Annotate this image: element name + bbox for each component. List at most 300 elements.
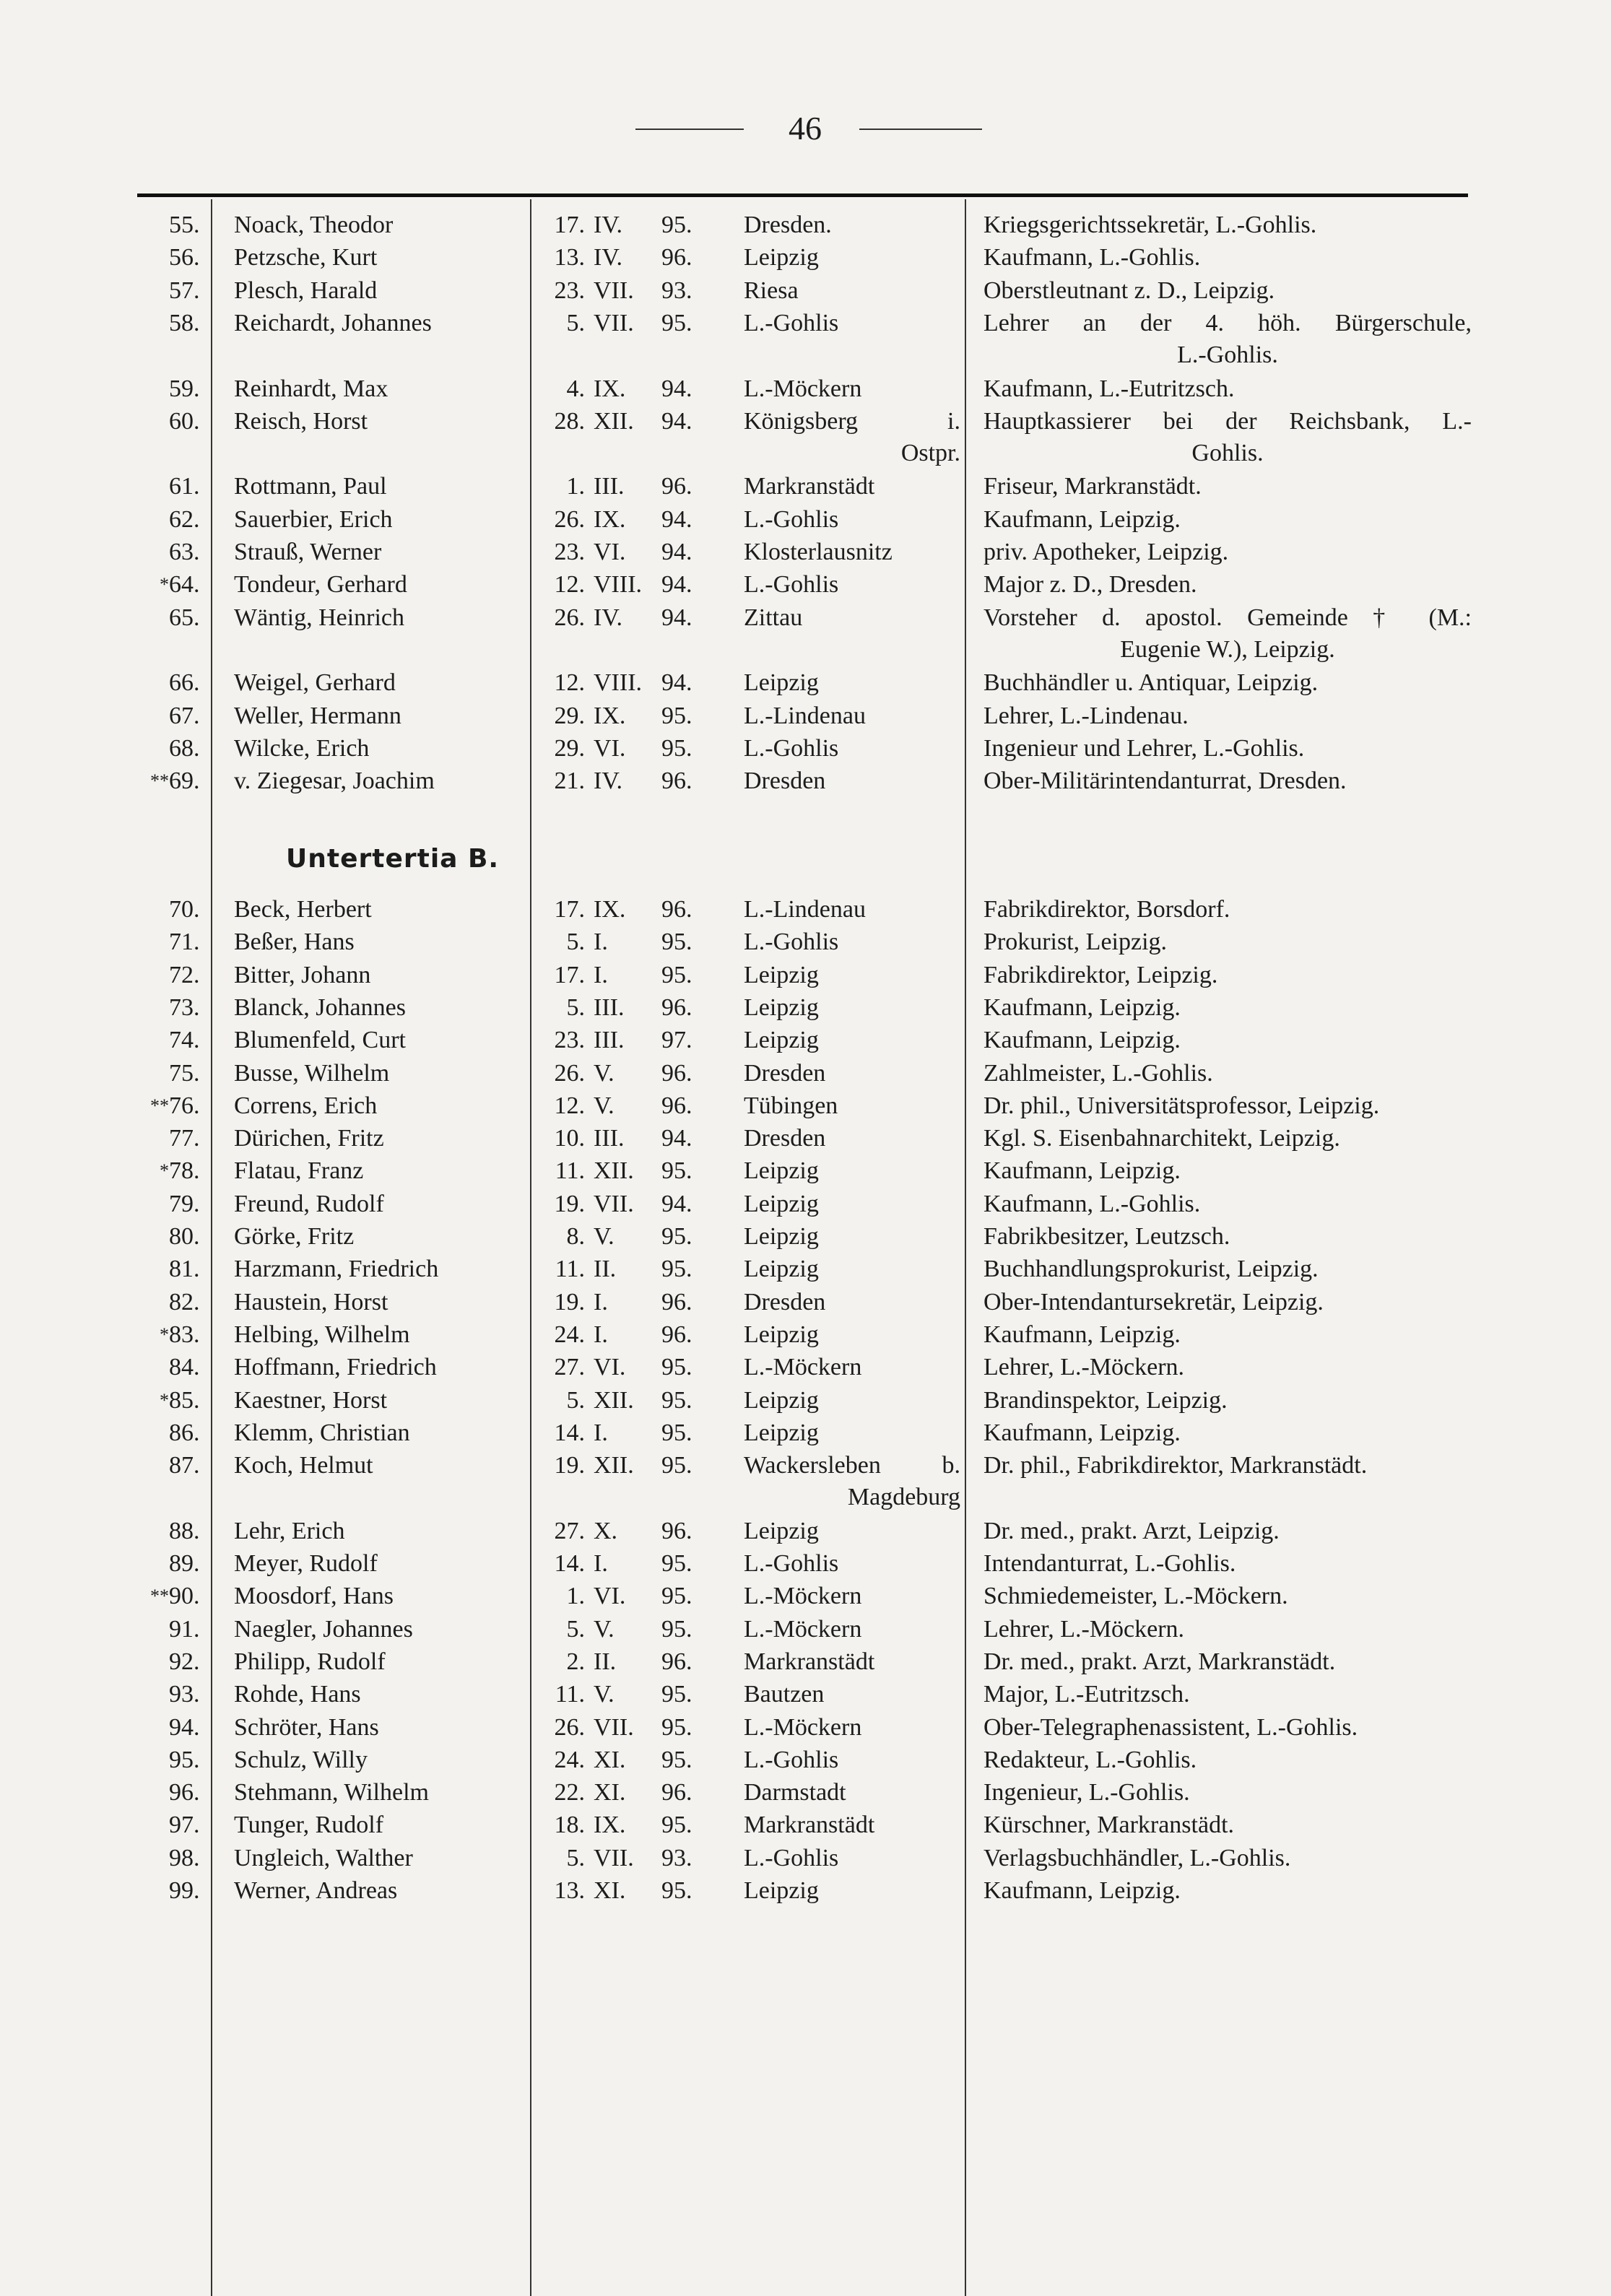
table-row (0, 504, 1611, 536)
birth-day: 12. (554, 571, 585, 599)
entry-name: Beck, Herbert (234, 896, 372, 923)
entry-number: 91. (169, 1615, 200, 1643)
birth-place (744, 1352, 960, 1383)
parent-profession-line: Kgl. S. Eisenbahnarchitekt, Leipzig. (983, 1125, 1340, 1152)
table-row (0, 1188, 1611, 1220)
birth-year: 94. (661, 1190, 692, 1217)
entry-mark: * (160, 1323, 169, 1345)
birth-place-line: L.-Gohlis (744, 1746, 839, 1773)
table-row (0, 602, 1611, 666)
birth-month: IV. (594, 212, 622, 238)
entry-name: Haustein, Horst (234, 1288, 388, 1316)
birth-day: 26. (554, 1059, 585, 1087)
birth-year: 95. (661, 1877, 692, 1904)
birth-year: 95. (661, 1386, 692, 1414)
parent-profession (983, 1287, 1472, 1318)
birth-place (744, 602, 960, 634)
birth-month: VII. (594, 309, 634, 336)
birth-place (744, 1417, 960, 1449)
birth-year: 96. (661, 1648, 692, 1675)
table-row (0, 1450, 1611, 1513)
entry-number: 73. (169, 993, 200, 1021)
entry-name: Helbing, Wilhelm (234, 1321, 410, 1348)
birth-month: III. (594, 993, 625, 1021)
parent-profession (983, 1123, 1472, 1154)
birth-place (744, 1580, 960, 1612)
birth-year: 96. (661, 1779, 692, 1806)
entry-name: Sauerbier, Erich (234, 505, 393, 533)
parent-profession (983, 1614, 1472, 1645)
birth-place-line: Markranstädt (744, 1648, 875, 1675)
birth-place (744, 733, 960, 765)
birth-place (744, 1646, 960, 1678)
birth-day: 5. (566, 309, 585, 336)
birth-month: XII. (594, 1452, 634, 1479)
parent-profession-line: Prokurist, Leipzig. (983, 929, 1168, 956)
entry-number: 67. (169, 702, 200, 729)
entry-name: Moosdorf, Hans (234, 1583, 394, 1610)
entry-name: Klemm, Christian (234, 1419, 410, 1446)
parent-profession-line: Hauptkassierer bei der Reichsbank, L.- (983, 407, 1472, 435)
birth-month: XII. (594, 407, 634, 435)
table-row (0, 1025, 1611, 1056)
parent-profession (983, 1058, 1472, 1090)
birth-month: III. (594, 1027, 625, 1054)
table-row (0, 1221, 1611, 1253)
birth-day: 12. (554, 1092, 585, 1119)
parent-profession-line: Kaufmann, L.-Gohlis. (983, 1190, 1201, 1217)
birth-place (744, 536, 960, 568)
birth-place (744, 504, 960, 536)
parent-profession (983, 1744, 1472, 1776)
birth-month: VIII. (594, 669, 643, 697)
table-row (0, 926, 1611, 958)
birth-year: 96. (661, 244, 692, 271)
birth-year: 96. (661, 1517, 692, 1544)
parent-profession (983, 894, 1472, 926)
birth-month: XI. (594, 1779, 626, 1806)
birth-day: 5. (566, 929, 585, 956)
table-row (0, 1744, 1611, 1776)
birth-place-line: Leipzig (744, 1190, 819, 1217)
birth-place-line: L.-Gohlis (744, 505, 839, 533)
birth-day: 17. (554, 212, 585, 238)
parent-profession (983, 700, 1472, 732)
parent-profession-line: Dr. phil., Fabrikdirektor, Markranstädt. (983, 1452, 1368, 1479)
birth-place-line: L.-Möckern (744, 1583, 862, 1610)
entry-number: 69. (169, 767, 200, 795)
birth-month: I. (594, 929, 608, 956)
entry-name: Stehmann, Wilhelm (234, 1779, 429, 1806)
birth-place-line: L.-Gohlis (744, 734, 839, 762)
parent-profession (983, 960, 1472, 991)
parent-profession (983, 1417, 1472, 1449)
birth-year: 95. (661, 1583, 692, 1610)
entry-name: Werner, Andreas (234, 1877, 398, 1904)
birth-year: 95. (661, 1157, 692, 1185)
entry-name: Harzmann, Friedrich (234, 1256, 439, 1283)
entry-mark: * (160, 1389, 169, 1411)
entry-name: Correns, Erich (234, 1092, 378, 1119)
birth-place-line: Zittau (744, 604, 803, 631)
entry-number: 83. (169, 1321, 200, 1348)
entry-name: Rohde, Hans (234, 1681, 361, 1708)
parent-profession (983, 1253, 1472, 1285)
table-row (0, 1253, 1611, 1285)
parent-profession-line: Dr. med., prakt. Arzt, Markranstädt. (983, 1648, 1336, 1675)
birth-place-line: L.-Lindenau (744, 896, 866, 923)
birth-year: 96. (661, 473, 692, 500)
table-row (0, 992, 1611, 1024)
birth-place-line: L.-Möckern (744, 1615, 862, 1643)
parent-profession (983, 536, 1472, 568)
birth-month: XI. (594, 1746, 626, 1773)
parent-profession (983, 1221, 1472, 1253)
entry-name: v. Ziegesar, Joachim (234, 767, 435, 795)
parent-profession (983, 602, 1472, 666)
entry-number: 74. (169, 1027, 200, 1054)
birth-year: 94. (661, 571, 692, 599)
parent-profession-line: Redakteur, L.-Gohlis. (983, 1746, 1197, 1773)
birth-place (744, 1090, 960, 1122)
parent-profession-line: Brandinspektor, Leipzig. (983, 1386, 1228, 1414)
birth-place-line-2: Ostpr. (900, 439, 960, 466)
entry-mark: ** (150, 1586, 169, 1607)
birth-day: 19. (554, 1190, 585, 1217)
entry-number: 88. (169, 1517, 200, 1544)
table-row (0, 308, 1611, 371)
birth-day: 28. (554, 407, 585, 435)
parent-profession (983, 1580, 1472, 1612)
birth-month: VII. (594, 1844, 634, 1871)
birth-day: 13. (554, 1877, 585, 1904)
birth-place-line: L.-Gohlis (744, 571, 839, 599)
birth-day: 21. (554, 767, 585, 795)
parent-profession-line: Vorsteher d. apostol. Gemeinde † (M.: (983, 604, 1472, 631)
birth-place-line: Dresden. (744, 212, 832, 238)
parent-profession (983, 1777, 1472, 1809)
parent-profession-line: Lehrer an der 4. höh. Bürgerschule, (983, 309, 1472, 336)
birth-day: 18. (554, 1812, 585, 1839)
birth-place-line: Dresden (744, 1288, 826, 1316)
parent-profession (983, 1025, 1472, 1056)
birth-month: I. (594, 1321, 608, 1348)
table-row (0, 667, 1611, 699)
table-row (0, 209, 1611, 241)
birth-place (744, 1155, 960, 1187)
birth-month: IX. (594, 1812, 626, 1839)
parent-profession-line: Major z. D., Dresden. (983, 571, 1197, 599)
birth-year: 94. (661, 375, 692, 402)
page-header (0, 108, 1611, 152)
birth-place-line: Leipzig (744, 669, 819, 697)
entry-number: 97. (169, 1812, 200, 1839)
birth-year: 94. (661, 604, 692, 631)
birth-year: 95. (661, 1223, 692, 1250)
birth-day: 2. (566, 1648, 585, 1675)
birth-place (744, 275, 960, 307)
entry-name: Naegler, Johannes (234, 1615, 413, 1643)
birth-day: 29. (554, 734, 585, 762)
table-row (0, 1548, 1611, 1580)
entry-number: 96. (169, 1779, 200, 1806)
birth-place-line: Leipzig (744, 1157, 819, 1185)
birth-day: 26. (554, 505, 585, 533)
parent-profession (983, 569, 1472, 601)
parent-profession-line: Ingenieur und Lehrer, L.-Gohlis. (983, 734, 1305, 762)
birth-month: V. (594, 1681, 615, 1708)
birth-place-line: Riesa (744, 277, 799, 304)
parent-profession (983, 471, 1472, 503)
header-left-dash (635, 129, 744, 130)
entry-mark: ** (150, 770, 169, 792)
birth-year: 97. (661, 1027, 692, 1054)
birth-place (744, 926, 960, 958)
entry-number: 64. (169, 571, 200, 599)
entry-name: Noack, Theodor (234, 212, 394, 238)
entry-name: Tunger, Rudolf (234, 1812, 384, 1839)
birth-year: 95. (661, 1256, 692, 1283)
header-right-dash (859, 129, 982, 130)
table-row (0, 1287, 1611, 1318)
parent-profession-line: Fabrikbesitzer, Leutzsch. (983, 1223, 1230, 1250)
birth-month: V. (594, 1092, 615, 1119)
entry-name: Flatau, Franz (234, 1157, 364, 1185)
birth-place (744, 1843, 960, 1874)
birth-place (744, 1809, 960, 1841)
birth-month: IV. (594, 604, 622, 631)
birth-place-line: Markranstädt (744, 1812, 875, 1839)
birth-place (744, 1516, 960, 1547)
birth-month: II. (594, 1256, 617, 1283)
birth-year: 95. (661, 1550, 692, 1577)
parent-profession-line: Kaufmann, L.-Gohlis. (983, 244, 1201, 271)
parent-profession (983, 504, 1472, 536)
entry-name: Koch, Helmut (234, 1452, 373, 1479)
table-row (0, 1843, 1611, 1874)
table-row (0, 1712, 1611, 1744)
table-row (0, 1352, 1611, 1383)
entry-number: 94. (169, 1713, 200, 1741)
table-row (0, 1385, 1611, 1417)
entry-number: 95. (169, 1746, 200, 1773)
entry-name: Wilcke, Erich (234, 734, 370, 762)
birth-year: 94. (661, 407, 692, 435)
birth-month: I. (594, 1419, 608, 1446)
entry-number: 68. (169, 734, 200, 762)
birth-day: 5. (566, 1386, 585, 1414)
birth-place-line: L.-Gohlis (744, 1844, 839, 1871)
entry-number: 85. (169, 1386, 200, 1414)
birth-place-line: Leipzig (744, 961, 819, 988)
birth-year: 95. (661, 961, 692, 988)
table-row (0, 1777, 1611, 1809)
parent-profession-line: Lehrer, L.-Möckern. (983, 1354, 1185, 1381)
parent-profession (983, 275, 1472, 307)
entry-name: Reisch, Horst (234, 407, 368, 435)
birth-year: 95. (661, 1812, 692, 1839)
parent-profession-line-2: Eugenie W.), Leipzig. (1120, 635, 1335, 663)
birth-month: IV. (594, 767, 622, 795)
entry-number: 93. (169, 1681, 200, 1708)
parent-profession-line: Kaufmann, Leipzig. (983, 1419, 1181, 1446)
birth-place-line: Darmstadt (744, 1779, 846, 1806)
birth-place (744, 992, 960, 1024)
entry-name: Plesch, Harald (234, 277, 378, 304)
parent-profession (983, 1875, 1472, 1907)
entry-number: 78. (169, 1157, 200, 1185)
table-row (0, 1580, 1611, 1612)
entry-name: Reinhardt, Max (234, 375, 388, 402)
parent-profession-line: Friseur, Markranstädt. (983, 473, 1202, 500)
birth-place-line: Leipzig (744, 1386, 819, 1414)
birth-year: 96. (661, 896, 692, 923)
entry-number: 61. (169, 473, 200, 500)
entry-number: 57. (169, 277, 200, 304)
parent-profession (983, 1843, 1472, 1874)
table-row (0, 1614, 1611, 1645)
birth-year: 94. (661, 1125, 692, 1152)
birth-place (744, 1253, 960, 1285)
parent-profession (983, 926, 1472, 958)
birth-month: VI. (594, 539, 626, 565)
parent-profession-line: Buchhändler u. Antiquar, Leipzig. (983, 669, 1319, 697)
table-row (0, 960, 1611, 991)
birth-month: VI. (594, 1583, 626, 1610)
birth-month: IX. (594, 505, 626, 533)
birth-place (744, 667, 960, 699)
parent-profession-line: Fabrikdirektor, Borsdorf. (983, 896, 1230, 923)
birth-place (744, 1287, 960, 1318)
birth-day: 5. (566, 1844, 585, 1871)
entry-number: 81. (169, 1256, 200, 1283)
birth-place (744, 373, 960, 405)
birth-year: 95. (661, 1419, 692, 1446)
birth-place (744, 1221, 960, 1253)
birth-place-line: L.-Möckern (744, 1354, 862, 1381)
birth-year: 94. (661, 539, 692, 565)
birth-place-line: L.-Gohlis (744, 929, 839, 956)
entry-name: Meyer, Rudolf (234, 1550, 378, 1577)
entry-name: Bitter, Johann (234, 961, 371, 988)
parent-profession-line: priv. Apotheker, Leipzig. (983, 539, 1229, 565)
birth-year: 95. (661, 929, 692, 956)
parent-profession-line: Ingenieur, L.-Gohlis. (983, 1779, 1190, 1806)
entry-name: Rottmann, Paul (234, 473, 387, 500)
section-title: Untertertia B. (286, 844, 500, 874)
entry-number: 80. (169, 1223, 200, 1250)
parent-profession (983, 1712, 1472, 1744)
parent-profession (983, 1450, 1472, 1482)
birth-year: 95. (661, 734, 692, 762)
birth-month: I. (594, 1288, 608, 1316)
table-row (0, 1090, 1611, 1122)
parent-profession (983, 1809, 1472, 1841)
table-row (0, 406, 1611, 469)
birth-day: 10. (554, 1125, 585, 1152)
birth-place (744, 765, 960, 797)
birth-month: VI. (594, 734, 626, 762)
birth-month: VII. (594, 1190, 634, 1217)
birth-month: VII. (594, 1713, 634, 1741)
birth-year: 95. (661, 1354, 692, 1381)
parent-profession-line: Oberstleutnant z. D., Leipzig. (983, 277, 1275, 304)
birth-place-line: Leipzig (744, 1256, 819, 1283)
parent-profession-line: Major, L.-Eutritzsch. (983, 1681, 1190, 1708)
birth-month: X. (594, 1517, 618, 1544)
parent-profession (983, 1188, 1472, 1220)
entry-number: 62. (169, 505, 200, 533)
entry-name: Görke, Fritz (234, 1223, 355, 1250)
birth-place-line: Dresden (744, 767, 826, 795)
birth-day: 12. (554, 669, 585, 697)
birth-month: III. (594, 473, 625, 500)
table-row (0, 700, 1611, 732)
entry-number: 63. (169, 539, 200, 565)
birth-place-line: Wackersleben b. (744, 1452, 960, 1479)
parent-profession-line: Kaufmann, Leipzig. (983, 1027, 1181, 1054)
birth-day: 24. (554, 1746, 585, 1773)
birth-month: I. (594, 961, 608, 988)
birth-day: 19. (554, 1288, 585, 1316)
entry-name: Ungleich, Walther (234, 1844, 413, 1871)
entry-name: Blanck, Johannes (234, 993, 406, 1021)
parent-profession (983, 308, 1472, 371)
birth-place (744, 1123, 960, 1154)
parent-profession (983, 1516, 1472, 1547)
birth-month: III. (594, 1125, 625, 1152)
birth-place (744, 569, 960, 601)
entry-number: 71. (169, 929, 200, 956)
parent-profession (983, 1679, 1472, 1710)
entry-number: 65. (169, 604, 200, 631)
birth-day: 4. (566, 375, 585, 402)
entry-number: 66. (169, 669, 200, 697)
birth-day: 23. (554, 1027, 585, 1054)
parent-profession-line: Schmiedemeister, L.-Möckern. (983, 1583, 1288, 1610)
birth-year: 95. (661, 1713, 692, 1741)
birth-day: 1. (566, 473, 585, 500)
birth-place-line: L.-Gohlis (744, 309, 839, 336)
birth-day: 11. (555, 1681, 585, 1708)
birth-month: V. (594, 1615, 615, 1643)
birth-place (744, 1744, 960, 1776)
birth-place (744, 1614, 960, 1645)
parent-profession (983, 242, 1472, 274)
table-row (0, 765, 1611, 797)
table-row (0, 471, 1611, 503)
entry-number: 92. (169, 1648, 200, 1675)
entry-number: 59. (169, 375, 200, 402)
table-row (0, 894, 1611, 926)
birth-place-line: Leipzig (744, 1419, 819, 1446)
birth-year: 95. (661, 702, 692, 729)
table-row (0, 1058, 1611, 1090)
parent-profession (983, 406, 1472, 469)
birth-day: 5. (566, 1615, 585, 1643)
parent-profession (983, 1385, 1472, 1417)
parent-profession-line: Intendanturrat, L.-Gohlis. (983, 1550, 1236, 1577)
entry-number: 87. (169, 1452, 200, 1479)
entry-number: 82. (169, 1288, 200, 1316)
page-number: 46 (789, 110, 822, 147)
entry-name: Dürichen, Fritz (234, 1125, 384, 1152)
birth-place-line-2: Magdeburg (847, 1484, 960, 1511)
parent-profession-line-2: Gohlis. (1191, 439, 1264, 466)
birth-day: 23. (554, 539, 585, 565)
birth-day: 17. (554, 961, 585, 988)
birth-place (744, 406, 960, 469)
